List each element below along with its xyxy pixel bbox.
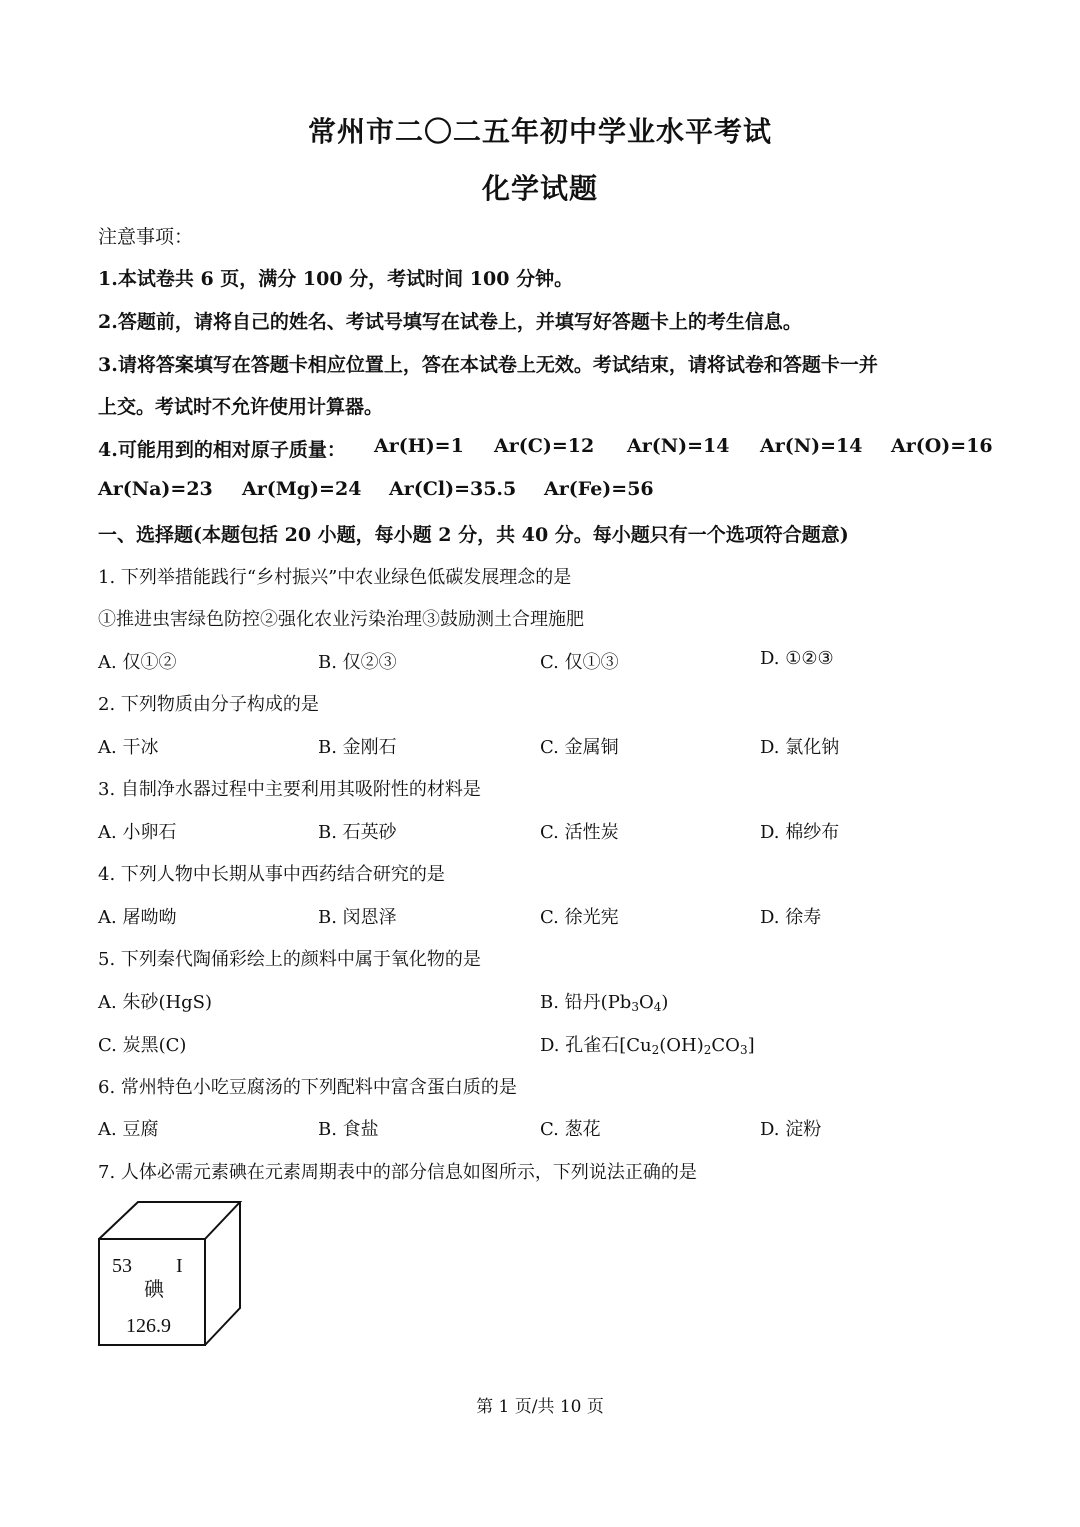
notes-heading: 注意事项： [98,226,194,248]
exam-title: 常州市二〇二五年初中学业水平考试 [307,115,772,148]
question-3-option-d: D. 棉纱布 [760,822,840,843]
question-5-stem: 5. 下列秦代陶俑彩绘上的颜料中属于氧化物的是 [98,949,481,970]
subscript: 3 [631,1000,639,1014]
atomic-mass-fe: Ar(Fe)=56 [544,478,654,500]
question-4-option-d: D. 徐寿 [760,907,822,928]
atomic-mass-h: Ar(H)=1 [374,435,464,457]
atomic-mass-na: Ar(Na)=23 [98,478,213,500]
note-3a: 3.请将答案填写在答题卡相应位置上，答在本试卷上无效。考试结束，请将试卷和答题卡一并 [98,354,878,376]
question-3-option-c: C. 活性炭 [540,822,619,843]
atomic-mass-n-2: Ar(N)=14 [760,435,863,457]
question-2-option-c: C. 金属铜 [540,737,619,758]
question-5-option-b [540,988,668,1014]
option-b-prefix: B. 铅丹(Pb [540,992,632,1013]
question-6-stem: 6. 常州特色小吃豆腐汤的下列配料中富含蛋白质的是 [98,1077,517,1098]
question-2-option-b: B. 金刚石 [318,737,397,758]
question-6-option-c: C. 葱花 [540,1119,601,1140]
option-d-suffix: ] [747,1035,755,1056]
subscript: 3 [739,1043,748,1057]
question-1-statements: ①推进虫害绿色防控②强化农业污染治理③鼓励测土合理施肥 [98,609,584,630]
option-d-prefix: D. 孔雀石[Cu [540,1035,652,1056]
question-2-option-a: A. 干冰 [98,737,159,758]
question-3-option-b: B. 石英砂 [318,822,397,843]
atomic-mass-cl: Ar(Cl)=35.5 [389,478,517,500]
question-2-stem: 2. 下列物质由分子构成的是 [98,694,319,715]
subscript: 4 [653,1000,662,1014]
question-5-option-a: A. 朱砂(HgS) [98,992,213,1013]
question-3-stem: 3. 自制净水器过程中主要利用其吸附性的材料是 [98,779,481,800]
option-b-suffix: ) [661,992,669,1013]
page-number: 第 1 页/共 10 页 [476,1397,604,1417]
atomic-number: 53 [112,1255,132,1277]
question-7-stem: 7. 人体必需元素碘在元素周期表中的部分信息如图所示，下列说法正确的是 [98,1162,697,1183]
question-6-option-a: A. 豆腐 [98,1119,159,1140]
option-b-mid: O [638,992,654,1013]
question-4-option-b: B. 闵恩泽 [318,907,397,928]
subscript: 2 [651,1043,660,1057]
question-4-stem: 4. 下列人物中长期从事中西药结合研究的是 [98,864,445,885]
note-2: 2.答题前，请将自己的姓名、考试号填写在试卷上，并填写好答题卡上的考生信息。 [98,311,802,333]
element-symbol: I [176,1255,183,1277]
option-d-mid: (OH) [659,1035,704,1056]
question-1-option-d: D. ①②③ [760,648,834,669]
question-6-option-b: B. 食盐 [318,1119,379,1140]
element-name: 碘 [144,1277,164,1301]
question-6-option-d: D. 淀粉 [760,1119,822,1140]
element-card-side [205,1202,240,1345]
note-3b: 上交。考试时不允许使用计算器。 [98,396,384,418]
element-card-iodine [96,1200,246,1350]
note-1: 1.本试卷共 6 页，满分 100 分，考试时间 100 分钟。 [98,268,574,290]
question-5-option-d [540,1031,755,1057]
option-d-mid2: CO [711,1035,740,1056]
subscript: 2 [703,1043,712,1057]
exam-subtitle: 化学试题 [481,172,598,205]
question-5-option-c: C. 炭黑(C) [98,1035,187,1056]
question-1-option-c: C. 仅①③ [540,652,619,673]
atomic-mass-mg: Ar(Mg)=24 [242,478,362,500]
note-4-prefix: 4.可能用到的相对原子质量： [98,439,346,461]
atomic-mass-c: Ar(C)=12 [494,435,595,457]
question-1-option-a: A. 仅①② [98,652,177,673]
section-1-heading: 一、选择题(本题包括 20 小题，每小题 2 分，共 40 分。每小题只有一个选项符合题意) [98,524,849,546]
element-card-top [99,1202,240,1239]
question-2-option-d: D. 氯化钠 [760,737,840,758]
atomic-mass: 126.9 [126,1315,171,1337]
question-4-option-c: C. 徐光宪 [540,907,619,928]
atomic-mass-o: Ar(O)=16 [891,435,993,457]
question-3-option-a: A. 小卵石 [98,822,177,843]
question-1-option-b: B. 仅②③ [318,652,397,673]
atomic-mass-n: Ar(N)=14 [627,435,730,457]
question-1-stem: 1. 下列举措能践行“乡村振兴”中农业绿色低碳发展理念的是 [98,567,572,588]
question-4-option-a: A. 屠呦呦 [98,907,177,928]
